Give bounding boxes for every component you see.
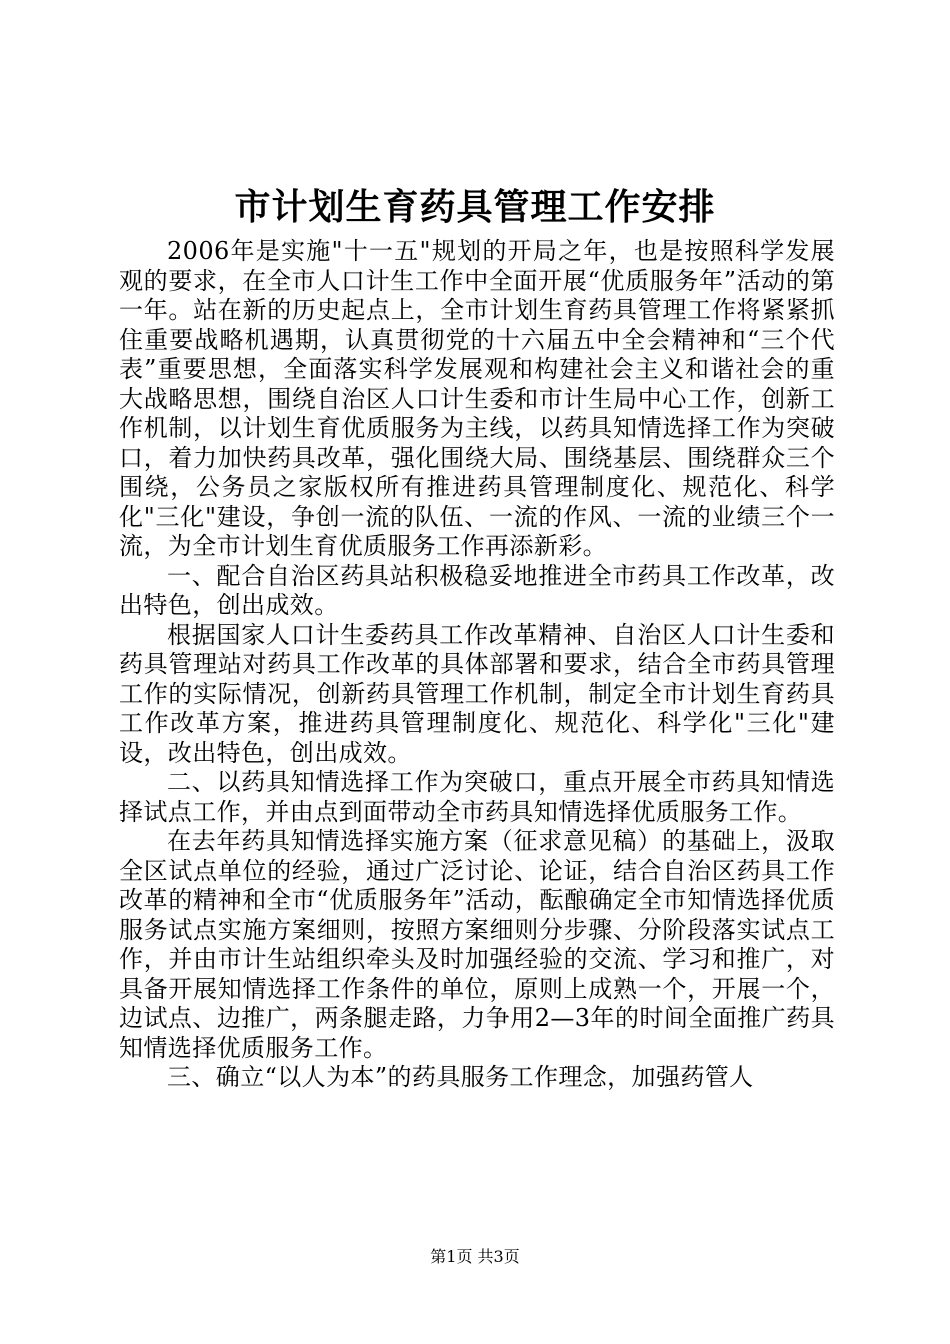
- paragraph-section-2-body: 在去年药具知情选择实施方案（征求意见稿）的基础上，汲取全区试点单位的经验，通过广泛讨论、论证，结合自治区药具工作改革的精神和全市“优质服务年”活动，酝酿确定全市知情选择优质服务试点实施方案细则，按照方案细则分步骤、分阶段落实试点工作，并由市计生站组织牵头及时加强经验的交流、学习和推广，对具备开展知情选择工作条件的单位，原则上成熟一个，开展一个，边试点、边推广，两条腿走路，力争用2—3年的时间全面推广药具知情选择优质服务工作。: [119, 827, 835, 1062]
- paragraph-section-1-body: 根据国家人口计生委药具工作改革精神、自治区人口计生委和药具管理站对药具工作改革的具体部署和要求，结合全市药具管理工作的实际情况，创新药具管理工作机制，制定全市计划生育药具工作改革方案，推进药具管理制度化、规范化、科学化"三化"建设，改出特色，创出成效。: [119, 620, 835, 767]
- paragraph-section-1-heading: 一、配合自治区药具站积极稳妥地推进全市药具工作改革，改出特色，创出成效。: [119, 561, 835, 619]
- page-number-footer: 第1页 共3页: [430, 1247, 520, 1266]
- document-body: [119, 237, 835, 1093]
- paragraph-intro: 2006年是实施"十一五"规划的开局之年，也是按照科学发展观的要求，在全市人口计生工作中全面开展“优质服务年”活动的第一年。站在新的历史起点上，全市计划生育药具管理工作将紧紧抓住重要战略机遇期，认真贯彻党的十六届五中全会精神和“三个代表”重要思想，全面落实科学发展观和构建社会主义和谐社会的重大战略思想，围绕自治区人口计生委和市计生局中心工作，创新工作机制，以计划生育优质服务为主线，以药具知情选择工作为突破口，着力加快药具改革，强化围绕大局、围绕基层、围绕群众三个围绕，公务员之家版权所有推进药具管理制度化、规范化、科学化"三化"建设，争创一流的队伍、一流的作风、一流的业绩三个一流，为全市计划生育优质服务工作再添新彩。: [119, 237, 835, 560]
- document-title: 市计划生育药具管理工作安排: [234, 186, 716, 228]
- paragraph-section-2-heading: 二、以药具知情选择工作为突破口，重点开展全市药具知情选择试点工作，并由点到面带动全市药具知情选择优质服务工作。: [119, 768, 835, 826]
- paragraph-section-3-heading: 三、确立“以人为本”的药具服务工作理念，加强药管人: [167, 1063, 754, 1091]
